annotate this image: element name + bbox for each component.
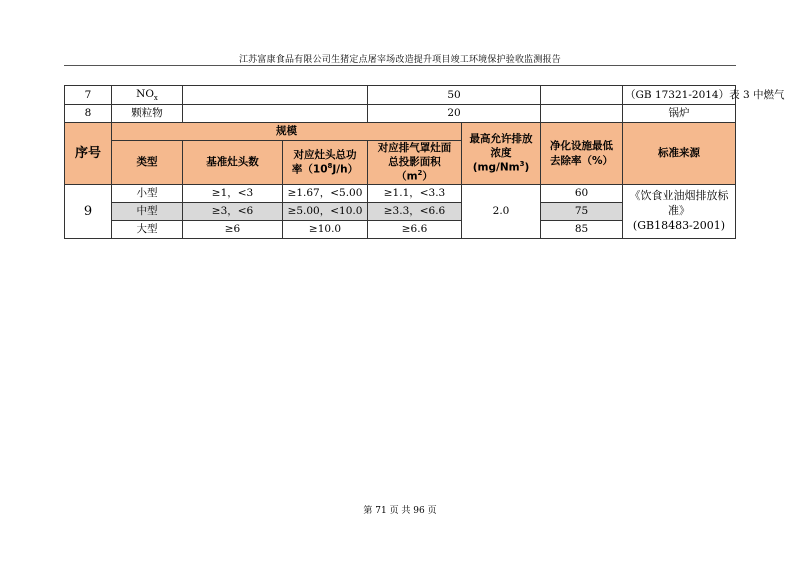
row-no: 7 — [65, 86, 112, 105]
column-header-no: 序号 — [65, 123, 112, 185]
limit-value: 50 — [368, 86, 541, 105]
pollutant-name: 颗粒物 — [112, 105, 183, 123]
eff-line2: 去除率（%） — [549, 154, 614, 167]
max-conc-line2: 浓度(mg/Nm$^3$) — [472, 147, 530, 174]
table-row — [65, 185, 736, 203]
limit-value: 20 — [368, 105, 541, 123]
header-row — [65, 123, 736, 141]
burner-power: ≥5.00，<10.0 — [283, 203, 368, 221]
standard-source-cont: 锅炉 — [623, 105, 736, 123]
row-no: 9 — [65, 185, 112, 239]
source-line2: (GB18483-2001) — [632, 218, 726, 232]
power-line2: 率$(10^8J/h)$ — [291, 162, 359, 176]
column-header-power — [283, 141, 368, 185]
standards-table — [64, 85, 785, 239]
burner-count: ≥3，<6 — [183, 203, 283, 221]
column-header-efficiency — [541, 123, 623, 185]
pollutant-sub: x — [153, 93, 158, 102]
standard-source — [623, 185, 736, 239]
burner-power: ≥10.0 — [283, 221, 368, 239]
header-divider — [64, 65, 736, 66]
report-header-title: 江苏富康食品有限公司生猪定点屠宰场改造提升项目竣工环境保护验收监测报告 — [238, 55, 561, 65]
min-efficiency: 60 — [541, 185, 623, 203]
column-header-type: 类型 — [112, 141, 183, 185]
power-line1: 对应灶头总功 — [293, 149, 357, 162]
page-number: 第 71 页 共 96 页 — [363, 506, 437, 516]
column-header-source: 标准来源 — [623, 123, 736, 185]
column-header-burners: 基准灶头数 — [183, 141, 283, 185]
hood-area: ≥6.6 — [368, 221, 462, 239]
scale-type: 中型 — [112, 203, 183, 221]
scale-type: 小型 — [112, 185, 183, 203]
eff-line1: 净化设施最低 — [550, 140, 613, 153]
max-concentration: 2.0 — [462, 185, 541, 239]
burner-count: ≥6 — [183, 221, 283, 239]
standard-line-1: （GB 17321-2014）表 3 中燃气 — [625, 89, 785, 101]
source-line1: 《饮食业油烟排放标准》 — [629, 189, 729, 218]
burner-count: ≥1，<3 — [183, 185, 283, 203]
empty-cell — [541, 86, 623, 105]
column-header-max-conc — [462, 123, 541, 185]
empty-cell — [541, 105, 623, 123]
empty-cell — [183, 86, 368, 105]
max-conc-line1: 最高允许排放 — [469, 133, 533, 145]
standard-source — [623, 86, 785, 105]
area-line1: 对应排气罩灶面 — [377, 142, 452, 154]
column-header-area — [368, 141, 462, 185]
row-no: 8 — [65, 105, 112, 123]
area-line2: 总投影面积$(m^2)$ — [388, 156, 441, 183]
pollutant-main: NO — [136, 87, 154, 100]
table-row — [65, 105, 736, 123]
min-efficiency: 85 — [541, 221, 623, 239]
burner-power: ≥1.67，<5.00 — [283, 185, 368, 203]
min-efficiency: 75 — [541, 203, 623, 221]
column-header-scale: 规模 — [112, 123, 462, 141]
pollutant-name — [112, 86, 183, 105]
table-row — [65, 86, 736, 105]
hood-area: ≥1.1，<3.3 — [368, 185, 462, 203]
scale-type: 大型 — [112, 221, 183, 239]
empty-cell — [183, 105, 368, 123]
hood-area: ≥3.3，<6.6 — [368, 203, 462, 221]
